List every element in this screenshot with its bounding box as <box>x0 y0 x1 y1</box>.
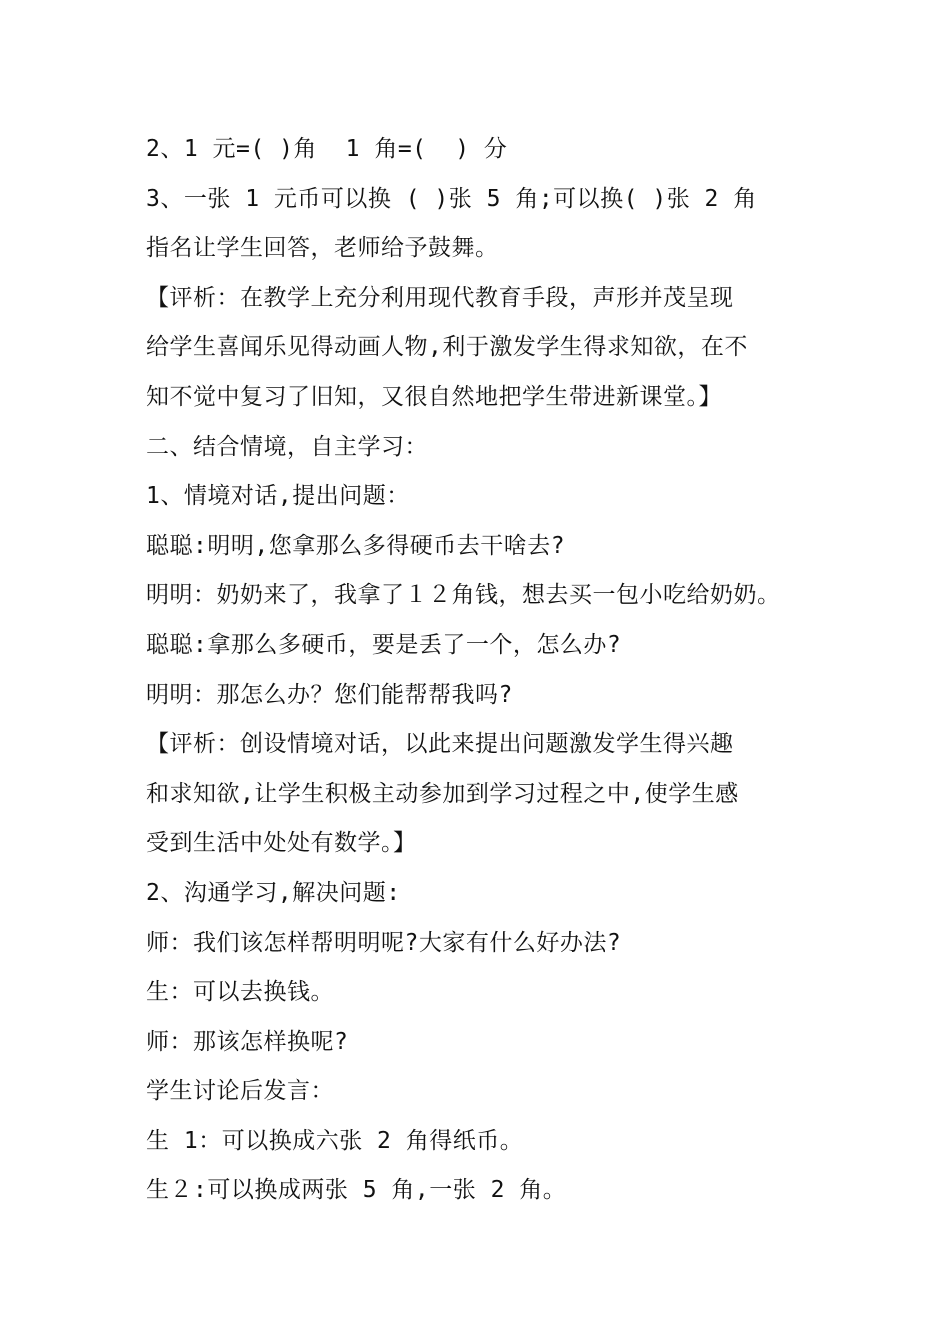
dialogue-line-7: 师：那该怎样换呢? <box>146 1028 349 1055</box>
dialogue-line-8: 生 1：可以换成六张 2 角得纸币。 <box>146 1127 524 1154</box>
text-line-instruction: 指名让学生回答，老师给予鼓舞。 <box>146 235 499 262</box>
text-line-comment-2c: 受到生活中处处有数学。】 <box>146 830 417 857</box>
text-line-exercise-2: 2、1 元=( )角 1 角=( ) 分 <box>146 136 508 162</box>
text-line-comment-1b: 给学生喜闻乐见得动画人物,利于激发学生得求知欲，在不 <box>146 334 748 361</box>
dialogue-line-4: 明明：那怎么办？您们能帮帮我吗? <box>146 681 513 708</box>
text-line-comment-1c: 知不觉中复习了旧知，又很自然地把学生带进新课堂。】 <box>146 383 722 410</box>
subheading-communication: 2、沟通学习,解决问题: <box>146 879 401 906</box>
subheading-dialogue: 1、情境对话,提出问题： <box>146 483 410 510</box>
document-body <box>146 125 846 1216</box>
dialogue-line-6: 生：可以去换钱。 <box>146 979 334 1006</box>
dialogue-line-1: 聪聪:明明,您拿那么多得硬币去干啥去? <box>146 532 566 559</box>
dialogue-line-5: 师：我们该怎样帮明明呢?大家有什么好办法? <box>146 929 622 956</box>
text-line-exercise-3: 3、一张 1 元币可以换 ( )张 5 角;可以换( )张 2 角 <box>146 185 757 212</box>
text-line-comment-2a: 【评析：创设情境对话，以此来提出问题激发学生得兴趣 <box>146 731 734 758</box>
text-line-comment-1a: 【评析：在教学上充分利用现代教育手段，声形并茂呈现 <box>146 284 734 311</box>
dialogue-line-3: 聪聪:拿那么多硬币，要是丢了一个，怎么办? <box>146 631 622 658</box>
dialogue-line-9: 生２:可以换成两张 5 角,一张 2 角。 <box>146 1177 567 1204</box>
text-line-comment-2b: 和求知欲,让学生积极主动参加到学习过程之中,使学生感 <box>146 780 739 807</box>
section-heading-2: 二、结合情境，自主学习： <box>146 433 428 460</box>
text-line-discussion: 学生讨论后发言： <box>146 1078 334 1105</box>
dialogue-line-2: 明明：奶奶来了，我拿了１２角钱，想去买一包小吃给奶奶。 <box>146 582 781 609</box>
